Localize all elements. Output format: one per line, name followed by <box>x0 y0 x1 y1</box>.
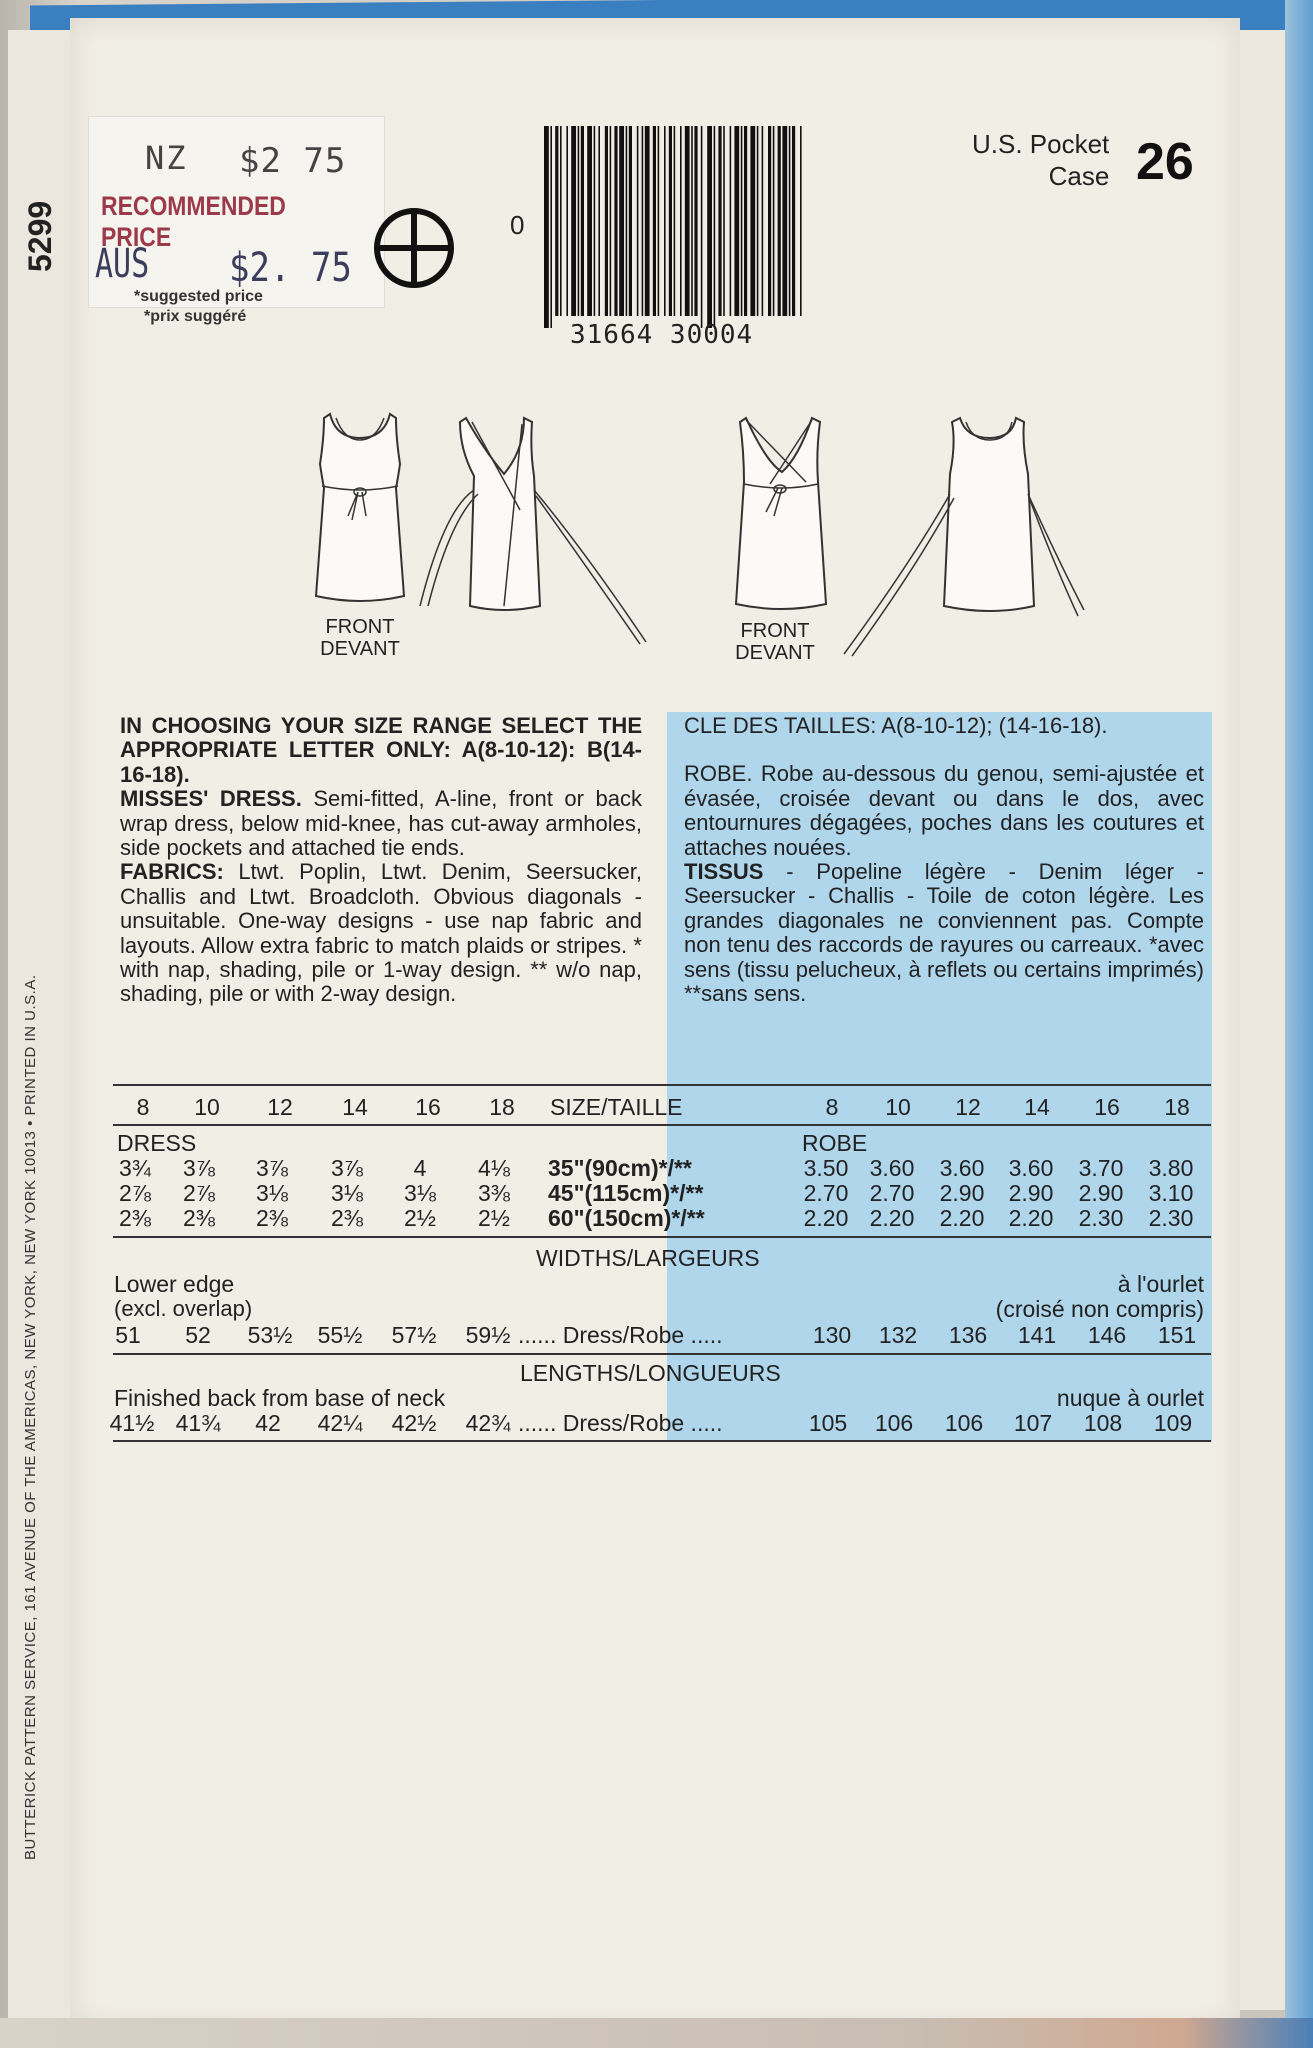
barcode-bar <box>782 126 787 316</box>
sticker-nz-price: $2 75 <box>239 141 347 181</box>
yardage-yards: 3⅞ <box>331 1155 363 1181</box>
barcode-bar <box>792 126 795 316</box>
envelope-flap-left <box>8 30 79 2030</box>
table-rule-header <box>113 1124 1211 1126</box>
pocket-case-number: 26 <box>1136 133 1194 191</box>
widths-header: WIDTHS/LARGEURS <box>536 1245 760 1271</box>
width-inches: 57½ <box>391 1322 437 1348</box>
yardage-meters: 2.30 <box>1148 1205 1194 1231</box>
barcode-bar <box>550 126 552 328</box>
size-header-right: 12 <box>955 1094 981 1120</box>
yardage-meters: 2.30 <box>1078 1205 1124 1231</box>
envelope-bottom-edge <box>0 2018 1313 2048</box>
barcode-bar <box>645 126 650 316</box>
width-cm: 151 <box>1157 1322 1197 1348</box>
barcode-bar <box>800 126 802 316</box>
barcode-bar <box>757 126 759 316</box>
barcode-bar <box>571 126 576 316</box>
barcode-bar <box>560 126 562 316</box>
yardage-yards: 2⅜ <box>119 1205 151 1231</box>
length-inches: 42½ <box>391 1410 437 1436</box>
size-header-right: 14 <box>1024 1094 1050 1120</box>
yardage-yards: 3⅜ <box>478 1180 510 1206</box>
size-range-instruction: IN CHOOSING YOUR SIZE RANGE SELECT THE APPROPRIATE LETTER ONLY: A(8-10-12): B(14-16-18). <box>120 713 642 787</box>
barcode-bar <box>642 126 644 316</box>
table-rule-yardage <box>113 1236 1211 1238</box>
size-key-fr: CLE DES TAILLES: A(8-10-12); (14-16-18). <box>684 713 1108 738</box>
table-rule-widths <box>113 1353 1211 1355</box>
size-header-left: 14 <box>342 1094 368 1120</box>
barcode-bar <box>723 126 725 316</box>
sticker-aus-price: $2. 75 <box>229 245 352 291</box>
yardage-yards: 3⅛ <box>256 1180 288 1206</box>
barcode-bar <box>581 126 584 316</box>
size-header-right: 18 <box>1164 1094 1190 1120</box>
yardage-yards: 2½ <box>478 1205 510 1231</box>
barcode-bar <box>750 126 755 316</box>
width-cm: 141 <box>1017 1322 1057 1348</box>
yardage-meters: 2.90 <box>939 1180 985 1206</box>
envelope-blue-edge-right <box>1285 0 1313 2048</box>
width-inches: 59½ <box>465 1322 511 1348</box>
yardage-yards: 4 <box>413 1155 427 1181</box>
yardage-meters: 3.60 <box>869 1155 915 1181</box>
misses-dress-heading: MISSES' DRESS. <box>120 786 302 812</box>
lengths-item: ...... Dress/Robe ..... <box>518 1410 723 1436</box>
publisher-line: BUTTERICK PATTERN SERVICE, 161 AVENUE OF THE AMERICAS, NEW YORK, NEW YORK 10013 • PRINTED IN U.S.A. <box>22 974 39 1860</box>
dress-front-view-1 <box>300 408 420 614</box>
widths-label-en: Lower edge <box>114 1271 235 1297</box>
yardage-yards: 2⅞ <box>119 1180 151 1206</box>
fabrics-body: Ltwt. Poplin, Ltwt. Denim, Seersucker, Challis and Ltwt. Broadcloth. Obvious diagonals - unsuitable. One-way designs - use nap fabric and layouts. Allow extra fabric to match plaids or stripes. * with nap, shading, pile or 1-way design. ** w/o nap, shading, pile or with 2-way design. <box>120 859 642 1007</box>
length-inches: 42¾ <box>465 1410 511 1436</box>
yardage-yards: 2⅜ <box>183 1205 215 1231</box>
barcode-bar <box>691 126 693 316</box>
view-label-front-1 <box>305 616 415 660</box>
yardage-meters: 3.70 <box>1078 1155 1124 1181</box>
suggested-price-en: *suggested price <box>134 288 263 305</box>
yardage-yards: 3⅛ <box>404 1180 436 1206</box>
tissus-body: - Popeline légère - Denim léger - Seersucker - Challis - Toile de coton légère. Les grandes diagonales ne conviennent pas. Compte non tenu des raccords de rayures ou carreaux. *avec sens (tissu pelucheux, à reflets ou certains imprimés) **sans sens. <box>684 859 1204 1007</box>
tissus-heading: TISSUS <box>684 859 764 885</box>
fabrics-heading: FABRICS: <box>120 859 224 885</box>
barcode-bar <box>578 126 580 316</box>
length-inches: 41¾ <box>175 1410 221 1436</box>
length-cm: 107 <box>1013 1410 1053 1436</box>
misses-dress-description <box>120 787 642 860</box>
widths-item: ...... Dress/Robe ..... <box>518 1322 723 1348</box>
front-label-fr: DEVANT <box>735 642 815 664</box>
barcode-bar <box>605 126 608 316</box>
table-rule-top <box>113 1084 1211 1086</box>
dress-back-view-2 <box>840 414 1090 660</box>
barcode-bar <box>637 126 639 316</box>
yardage-meters: 2.90 <box>1078 1180 1124 1206</box>
yardage-yards: 4⅛ <box>478 1155 510 1181</box>
barcode-bar <box>619 126 624 316</box>
barcode-bar <box>658 126 660 316</box>
barcode-bar <box>669 126 672 316</box>
barcode-bar <box>762 126 764 316</box>
barcode-bar <box>598 126 600 316</box>
length-cm: 109 <box>1153 1410 1193 1436</box>
barcode-bar <box>707 126 712 328</box>
length-cm: 106 <box>944 1410 984 1436</box>
barcode-bar <box>718 126 721 316</box>
yardage-meters: 2.90 <box>1008 1180 1054 1206</box>
view-label-front-2 <box>720 620 830 664</box>
dress-label: DRESS <box>117 1130 197 1156</box>
size-header-right: 16 <box>1094 1094 1120 1120</box>
yardage-yards: 3⅛ <box>331 1180 363 1206</box>
yardage-meters: 2.20 <box>939 1205 985 1231</box>
barcode-leading-digit: 0 <box>510 210 525 240</box>
fabrics-description <box>120 860 642 1006</box>
barcode-bar <box>629 126 632 316</box>
yardage-yards: 3⅞ <box>183 1155 215 1181</box>
barcode-bar <box>778 126 781 316</box>
width-cm: 136 <box>948 1322 988 1348</box>
barcode-bar <box>674 126 676 316</box>
barcode-bar <box>680 126 682 316</box>
yardage-meters: 3.60 <box>1008 1155 1054 1181</box>
width-cm: 146 <box>1087 1322 1127 1348</box>
dress-front-view-2 <box>726 412 836 620</box>
length-inches: 41½ <box>109 1410 155 1436</box>
width-inches: 55½ <box>317 1322 363 1348</box>
length-cm: 105 <box>808 1410 848 1436</box>
barcode-bar <box>714 126 716 328</box>
width-inches: 51 <box>115 1322 141 1348</box>
barcode-bar <box>653 126 656 316</box>
widths-label-fr-2: (croisé non compris) <box>995 1296 1204 1322</box>
width-inches: 52 <box>185 1322 211 1348</box>
robe-heading: ROBE. <box>684 761 753 787</box>
yardage-yards: 2⅜ <box>331 1205 363 1231</box>
robe-body: Robe au-dessous du genou, semi-ajustée et évasée, croisée devant ou dans le dos, avec entournures dégagées, poches dans les coutures et attaches nouées. <box>684 761 1204 860</box>
registration-mark-icon <box>372 206 456 290</box>
front-label-fr: DEVANT <box>320 638 400 660</box>
misses-dress-body: Semi-fitted, A-line, front or back wrap dress, below mid-knee, has cut-away armholes, side pockets and attached tie ends. <box>120 786 642 861</box>
size-header-left: 18 <box>489 1094 515 1120</box>
yardage-yards: 2⅜ <box>256 1205 288 1231</box>
length-inches: 42¼ <box>317 1410 363 1436</box>
barcode-bar <box>610 126 612 316</box>
barcode-bar <box>626 126 628 316</box>
size-header-right: 8 <box>825 1094 839 1120</box>
suggested-price-fr: *prix suggéré <box>144 308 247 325</box>
yardage-meters: 3.60 <box>939 1155 985 1181</box>
length-cm: 108 <box>1083 1410 1123 1436</box>
french-description <box>684 714 1204 1006</box>
barcode-bar <box>694 126 697 316</box>
pocket-case-label <box>972 128 1109 192</box>
barcode-bar <box>744 126 747 316</box>
barcode-bar <box>734 126 739 316</box>
lengths-label-en: Finished back from base of neck <box>114 1385 446 1411</box>
pocket-line-1: U.S. Pocket <box>972 129 1110 159</box>
barcode-bar <box>594 126 596 316</box>
length-inches: 42 <box>255 1410 281 1436</box>
yardage-meters: 2.70 <box>869 1180 915 1206</box>
barcode-bar <box>566 126 568 316</box>
yardage-meters: 3.50 <box>803 1155 849 1181</box>
size-header-left: 10 <box>194 1094 220 1120</box>
yardage-yards: 2⅞ <box>183 1180 215 1206</box>
barcode-bar <box>664 126 666 316</box>
tissus-description <box>684 860 1204 1006</box>
length-cm: 106 <box>874 1410 914 1436</box>
barcode-bar <box>789 126 791 316</box>
width-cm: 130 <box>812 1322 852 1348</box>
robe-description <box>684 762 1204 860</box>
barcode-bar <box>555 126 558 316</box>
barcode-bar <box>701 126 703 328</box>
dress-back-view-1 <box>414 410 654 650</box>
width-cm: 132 <box>878 1322 918 1348</box>
barcode-bar <box>741 126 743 316</box>
fabric-width: 60"(150cm)*/** <box>548 1205 705 1231</box>
barcode-bar <box>587 126 592 316</box>
yardage-meters: 2.20 <box>1008 1205 1054 1231</box>
yardage-meters: 2.20 <box>803 1205 849 1231</box>
lengths-header: LENGTHS/LONGUEURS <box>520 1360 781 1386</box>
front-label-en: FRONT <box>740 620 810 642</box>
yardage-meters: 2.70 <box>803 1180 849 1206</box>
size-header-left: 12 <box>267 1094 293 1120</box>
sticker-recommended-price: RECOMMENDED PRICE <box>101 191 286 252</box>
barcode-bar <box>768 126 771 316</box>
english-description <box>120 714 642 1007</box>
pattern-number: 5299 <box>22 200 58 272</box>
barcode <box>540 126 806 328</box>
yardage-meters: 3.80 <box>1148 1155 1194 1181</box>
yardage-yards: 3⅞ <box>256 1155 288 1181</box>
yardage-meters: 2.20 <box>869 1205 915 1231</box>
barcode-digits: 31664 30004 <box>570 320 754 350</box>
yardage-meters: 3.10 <box>1148 1180 1194 1206</box>
barcode-bar <box>685 126 690 316</box>
table-rule-bottom <box>113 1440 1211 1442</box>
robe-label: ROBE <box>802 1130 868 1156</box>
barcode-bar <box>773 126 775 316</box>
price-sticker <box>88 116 385 308</box>
pocket-line-2: Case <box>1048 161 1110 191</box>
yardage-yards: 3¾ <box>119 1155 151 1181</box>
size-header-right: 10 <box>885 1094 911 1120</box>
barcode-bar <box>544 126 549 328</box>
yardage-yards: 2½ <box>404 1205 436 1231</box>
size-header-left: 8 <box>136 1094 150 1120</box>
widths-label-fr: à l'ourlet <box>1117 1271 1204 1297</box>
widths-label-en-2: (excl. overlap) <box>114 1296 253 1321</box>
size-header-label: SIZE/TAILLE <box>550 1094 683 1120</box>
fabric-width: 45"(115cm)*/** <box>548 1180 704 1206</box>
size-header-left: 16 <box>415 1094 441 1120</box>
sticker-nz-label: NZ <box>145 139 188 177</box>
sticker-aus-label: AUS <box>95 241 150 287</box>
fabric-width: 35"(90cm)*/** <box>548 1155 692 1181</box>
barcode-bar <box>614 126 617 316</box>
barcode-bar <box>730 126 732 316</box>
front-label-en: FRONT <box>325 616 395 638</box>
width-inches: 53½ <box>247 1322 293 1348</box>
lengths-label-fr: nuque à ourlet <box>1056 1385 1204 1411</box>
